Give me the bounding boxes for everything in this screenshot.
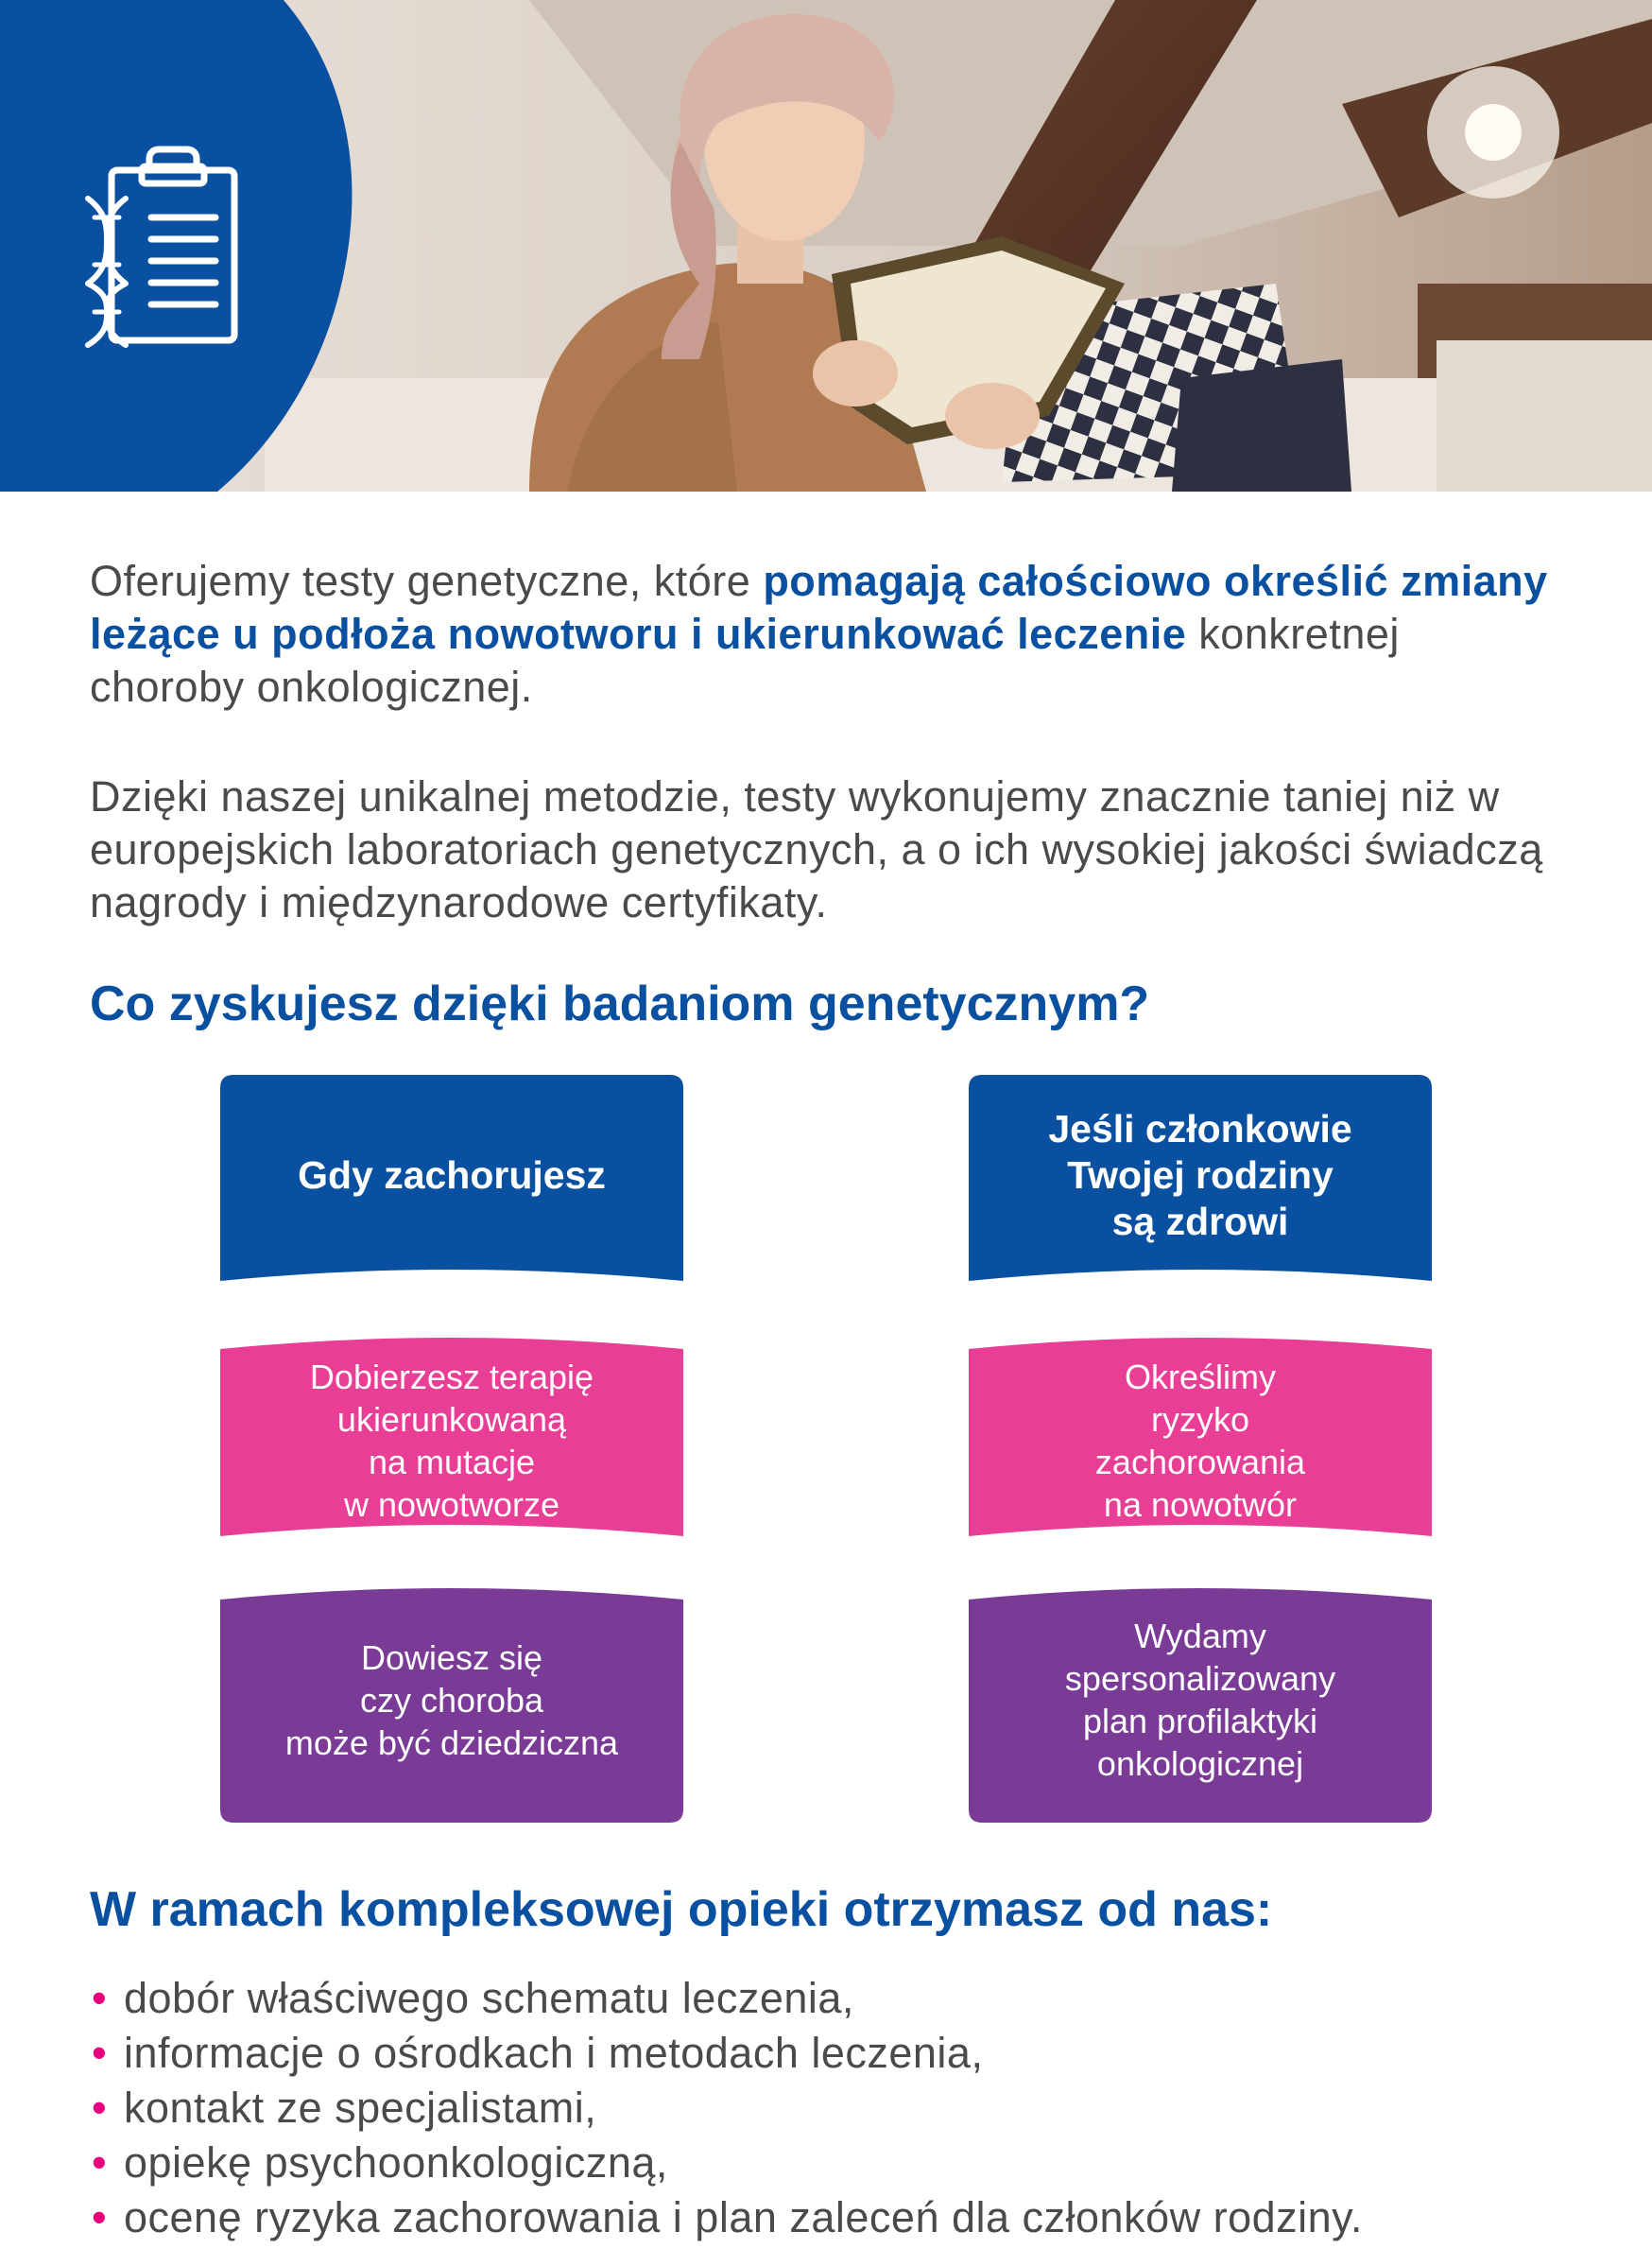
card-risk-assessment [969,1326,1432,1565]
card-targeted-therapy [220,1326,683,1565]
list-item: • opiekę psychoonkologiczną, [90,2136,1363,2190]
intro-highlight: pomagają całościowo określić zmiany leżące u podłoża nowotworu i ukierunkować leczenie [90,557,1548,658]
list-item: • informacje o ośrodkach i metodach leczenia, [90,2026,1363,2081]
card-hereditary [220,1577,683,1823]
intro-paragraph-1 [90,555,1564,714]
intro-paragraph-2: Dzięki naszej unikalnej metodzie, testy wykonujemy znacznie taniej niż w europejskich laboratoriach genetycznych, a o ich wysokiej jakości świadczą nagrody i międzynarodowe certyfikaty. [90,772,1543,926]
card-prevention-plan [969,1577,1432,1823]
bullet-icon: • [92,2138,108,2187]
card-item-text: Wydamy spersonalizowany plan profilaktyki onkologicznej [1064,1617,1336,1783]
bullet-icon: • [92,2193,108,2241]
dna-clipboard-icon [83,142,244,350]
care-heading: W ramach kompleksowej opieki otrzymasz od nas: [90,1882,1273,1937]
card-header-text: Gdy zachorujesz [298,1152,606,1197]
bullet-icon: • [92,1974,108,2022]
card-family-healthy [969,1075,1432,1311]
gains-heading: Co zyskujesz dzięki badaniom genetycznym? [90,977,1150,1031]
card-item-text: Dobierzesz terapię ukierunkowaną na mutacje w nowotworze [309,1357,594,1524]
intro-text-start: Oferujemy testy genetyczne, które [90,557,764,605]
card-item-text: Określimy ryzyko zachorowania na nowotwór [1094,1357,1306,1524]
card-when-sick [220,1075,683,1311]
care-list [90,1971,1363,2245]
list-item: • dobór właściwego schematu leczenia, [90,1971,1363,2026]
bullet-icon: • [92,2084,108,2132]
intro-text-end: konkretnej choroby onkologicznej. [90,610,1400,711]
card-header-text: Jeśli członkowie Twojej rodziny są zdrowi [1048,1106,1352,1243]
card-item-text: Dowiesz się czy choroba może być dziedziczna [284,1637,619,1762]
list-item: • ocenę ryzyka zachorowania i plan zaleceń dla członków rodziny. [90,2190,1363,2245]
bullet-icon: • [92,2029,108,2077]
list-item: • kontakt ze specjalistami, [90,2081,1363,2136]
hero-banner [0,0,1652,492]
